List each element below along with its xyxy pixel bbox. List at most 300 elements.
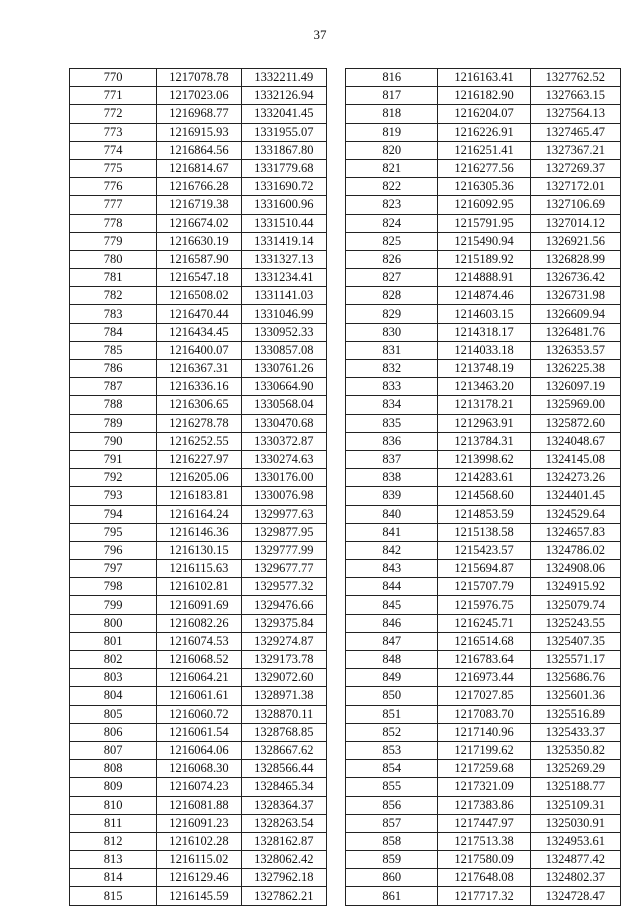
point-number-cell: 839 — [346, 487, 438, 505]
x-coordinate-cell: 1215423.57 — [438, 541, 530, 559]
point-number-cell: 770 — [70, 69, 157, 87]
x-coordinate-cell: 1216814.67 — [157, 159, 241, 177]
y-coordinate-cell: 1328162.87 — [241, 832, 326, 850]
x-coordinate-cell: 1217027.85 — [438, 687, 530, 705]
point-number-cell: 832 — [346, 360, 438, 378]
y-coordinate-cell: 1328870.11 — [241, 705, 326, 723]
y-coordinate-cell: 1329777.99 — [241, 541, 326, 559]
table-row — [70, 323, 327, 341]
y-coordinate-cell: 1324273.26 — [530, 469, 620, 487]
point-number-cell: 791 — [70, 450, 157, 468]
table-row — [346, 305, 621, 323]
x-coordinate-cell: 1216081.88 — [157, 796, 241, 814]
table-row — [346, 396, 621, 414]
x-coordinate-cell: 1216205.06 — [157, 469, 241, 487]
point-number-cell: 812 — [70, 832, 157, 850]
point-number-cell: 824 — [346, 214, 438, 232]
table-row — [70, 851, 327, 869]
x-coordinate-cell: 1216115.02 — [157, 851, 241, 869]
y-coordinate-cell: 1324048.67 — [530, 432, 620, 450]
x-coordinate-cell: 1215707.79 — [438, 578, 530, 596]
point-number-cell: 797 — [70, 560, 157, 578]
table-row — [70, 741, 327, 759]
point-number-cell: 843 — [346, 560, 438, 578]
y-coordinate-cell: 1325601.36 — [530, 687, 620, 705]
table-row — [346, 669, 621, 687]
x-coordinate-cell: 1216102.81 — [157, 578, 241, 596]
y-coordinate-cell: 1329072.60 — [241, 669, 326, 687]
y-coordinate-cell: 1326225.38 — [530, 360, 620, 378]
y-coordinate-cell: 1328667.62 — [241, 741, 326, 759]
table-row — [346, 469, 621, 487]
point-number-cell: 826 — [346, 250, 438, 268]
y-coordinate-cell: 1324401.45 — [530, 487, 620, 505]
point-number-cell: 804 — [70, 687, 157, 705]
point-number-cell: 822 — [346, 178, 438, 196]
y-coordinate-cell: 1330372.87 — [241, 432, 326, 450]
point-number-cell: 831 — [346, 341, 438, 359]
y-coordinate-cell: 1331419.14 — [241, 232, 326, 250]
table-row — [346, 287, 621, 305]
x-coordinate-cell: 1216064.21 — [157, 669, 241, 687]
table-row — [346, 159, 621, 177]
y-coordinate-cell: 1332211.49 — [241, 69, 326, 87]
point-number-cell: 816 — [346, 69, 438, 87]
point-number-cell: 782 — [70, 287, 157, 305]
y-coordinate-cell: 1326736.42 — [530, 269, 620, 287]
point-number-cell: 792 — [70, 469, 157, 487]
y-coordinate-cell: 1325243.55 — [530, 614, 620, 632]
table-row — [70, 414, 327, 432]
point-number-cell: 814 — [70, 869, 157, 887]
x-coordinate-cell: 1216783.64 — [438, 651, 530, 669]
table-row — [346, 178, 621, 196]
x-coordinate-cell: 1216277.56 — [438, 159, 530, 177]
point-number-cell: 787 — [70, 378, 157, 396]
x-coordinate-cell: 1214603.15 — [438, 305, 530, 323]
point-number-cell: 842 — [346, 541, 438, 559]
point-number-cell: 840 — [346, 505, 438, 523]
table-row — [70, 596, 327, 614]
y-coordinate-cell: 1325030.91 — [530, 814, 620, 832]
x-coordinate-cell: 1214888.91 — [438, 269, 530, 287]
point-number-cell: 821 — [346, 159, 438, 177]
table-row — [346, 687, 621, 705]
y-coordinate-cell: 1326609.94 — [530, 305, 620, 323]
x-coordinate-cell: 1217717.32 — [438, 887, 530, 905]
x-coordinate-cell: 1216061.61 — [157, 687, 241, 705]
table-row — [70, 832, 327, 850]
point-number-cell: 844 — [346, 578, 438, 596]
x-coordinate-cell: 1216336.16 — [157, 378, 241, 396]
x-coordinate-cell: 1216182.90 — [438, 87, 530, 105]
point-number-cell: 774 — [70, 141, 157, 159]
y-coordinate-cell: 1325872.60 — [530, 414, 620, 432]
point-number-cell: 811 — [70, 814, 157, 832]
x-coordinate-cell: 1216630.19 — [157, 232, 241, 250]
x-coordinate-cell: 1215694.87 — [438, 560, 530, 578]
y-coordinate-cell: 1330857.08 — [241, 341, 326, 359]
table-row — [70, 196, 327, 214]
y-coordinate-cell: 1329977.63 — [241, 505, 326, 523]
x-coordinate-cell: 1216091.69 — [157, 596, 241, 614]
y-coordinate-cell: 1327862.21 — [241, 887, 326, 905]
point-number-cell: 793 — [70, 487, 157, 505]
x-coordinate-cell: 1215490.94 — [438, 232, 530, 250]
y-coordinate-cell: 1332041.45 — [241, 105, 326, 123]
x-coordinate-cell: 1217383.86 — [438, 796, 530, 814]
y-coordinate-cell: 1324657.83 — [530, 523, 620, 541]
y-coordinate-cell: 1325571.17 — [530, 651, 620, 669]
point-number-cell: 835 — [346, 414, 438, 432]
y-coordinate-cell: 1329877.95 — [241, 523, 326, 541]
y-coordinate-cell: 1328768.85 — [241, 723, 326, 741]
y-coordinate-cell: 1328971.38 — [241, 687, 326, 705]
point-number-cell: 813 — [70, 851, 157, 869]
point-number-cell: 818 — [346, 105, 438, 123]
table-row — [346, 87, 621, 105]
x-coordinate-cell: 1217078.78 — [157, 69, 241, 87]
point-number-cell: 833 — [346, 378, 438, 396]
coordinates-table-left — [69, 68, 327, 906]
point-number-cell: 841 — [346, 523, 438, 541]
x-coordinate-cell: 1216278.78 — [157, 414, 241, 432]
point-number-cell: 829 — [346, 305, 438, 323]
y-coordinate-cell: 1328465.34 — [241, 778, 326, 796]
coordinates-table-right — [345, 68, 621, 906]
x-coordinate-cell: 1213998.62 — [438, 450, 530, 468]
point-number-cell: 836 — [346, 432, 438, 450]
point-number-cell: 800 — [70, 614, 157, 632]
table-row — [346, 360, 621, 378]
point-number-cell: 784 — [70, 323, 157, 341]
x-coordinate-cell: 1213784.31 — [438, 432, 530, 450]
y-coordinate-cell: 1325969.00 — [530, 396, 620, 414]
point-number-cell: 823 — [346, 196, 438, 214]
y-coordinate-cell: 1331046.99 — [241, 305, 326, 323]
y-coordinate-cell: 1324953.61 — [530, 832, 620, 850]
point-number-cell: 794 — [70, 505, 157, 523]
point-number-cell: 859 — [346, 851, 438, 869]
x-coordinate-cell: 1216973.44 — [438, 669, 530, 687]
table-row — [346, 578, 621, 596]
point-number-cell: 830 — [346, 323, 438, 341]
x-coordinate-cell: 1216968.77 — [157, 105, 241, 123]
y-coordinate-cell: 1329677.77 — [241, 560, 326, 578]
table-row — [346, 232, 621, 250]
x-coordinate-cell: 1215791.95 — [438, 214, 530, 232]
x-coordinate-cell: 1216514.68 — [438, 632, 530, 650]
table-row — [70, 887, 327, 905]
y-coordinate-cell: 1324915.92 — [530, 578, 620, 596]
y-coordinate-cell: 1324786.02 — [530, 541, 620, 559]
table-row — [70, 141, 327, 159]
table-row — [346, 632, 621, 650]
y-coordinate-cell: 1328566.44 — [241, 760, 326, 778]
y-coordinate-cell: 1324877.42 — [530, 851, 620, 869]
table-row — [70, 123, 327, 141]
y-coordinate-cell: 1325686.76 — [530, 669, 620, 687]
x-coordinate-cell: 1216915.93 — [157, 123, 241, 141]
y-coordinate-cell: 1327106.69 — [530, 196, 620, 214]
x-coordinate-cell: 1216068.52 — [157, 651, 241, 669]
x-coordinate-cell: 1217083.70 — [438, 705, 530, 723]
table-row — [346, 596, 621, 614]
point-number-cell: 820 — [346, 141, 438, 159]
table-row — [346, 760, 621, 778]
table-body — [70, 69, 327, 906]
table-row — [70, 651, 327, 669]
x-coordinate-cell: 1216129.46 — [157, 869, 241, 887]
x-coordinate-cell: 1216547.18 — [157, 269, 241, 287]
y-coordinate-cell: 1326921.56 — [530, 232, 620, 250]
table-row — [70, 250, 327, 268]
y-coordinate-cell: 1331690.72 — [241, 178, 326, 196]
x-coordinate-cell: 1215976.75 — [438, 596, 530, 614]
x-coordinate-cell: 1213748.19 — [438, 360, 530, 378]
x-coordinate-cell: 1217199.62 — [438, 741, 530, 759]
point-number-cell: 849 — [346, 669, 438, 687]
x-coordinate-cell: 1215189.92 — [438, 250, 530, 268]
x-coordinate-cell: 1216082.26 — [157, 614, 241, 632]
point-number-cell: 775 — [70, 159, 157, 177]
point-number-cell: 809 — [70, 778, 157, 796]
x-coordinate-cell: 1216060.72 — [157, 705, 241, 723]
table-row — [346, 269, 621, 287]
y-coordinate-cell: 1328062.42 — [241, 851, 326, 869]
table-row — [70, 523, 327, 541]
table-row — [70, 105, 327, 123]
table-row — [70, 869, 327, 887]
point-number-cell: 828 — [346, 287, 438, 305]
table-row — [70, 69, 327, 87]
table-row — [346, 505, 621, 523]
y-coordinate-cell: 1331510.44 — [241, 214, 326, 232]
x-coordinate-cell: 1216204.07 — [438, 105, 530, 123]
point-number-cell: 781 — [70, 269, 157, 287]
x-coordinate-cell: 1217513.38 — [438, 832, 530, 850]
table-row — [346, 741, 621, 759]
y-coordinate-cell: 1330176.00 — [241, 469, 326, 487]
y-coordinate-cell: 1328364.37 — [241, 796, 326, 814]
point-number-cell: 860 — [346, 869, 438, 887]
y-coordinate-cell: 1325269.29 — [530, 760, 620, 778]
x-coordinate-cell: 1216251.41 — [438, 141, 530, 159]
point-number-cell: 805 — [70, 705, 157, 723]
y-coordinate-cell: 1326828.99 — [530, 250, 620, 268]
table-row — [70, 396, 327, 414]
x-coordinate-cell: 1216367.31 — [157, 360, 241, 378]
table-row — [346, 105, 621, 123]
y-coordinate-cell: 1331955.07 — [241, 123, 326, 141]
x-coordinate-cell: 1216102.28 — [157, 832, 241, 850]
x-coordinate-cell: 1216074.23 — [157, 778, 241, 796]
x-coordinate-cell: 1214568.60 — [438, 487, 530, 505]
y-coordinate-cell: 1329173.78 — [241, 651, 326, 669]
table-row — [346, 705, 621, 723]
table-row — [346, 141, 621, 159]
table-row — [70, 341, 327, 359]
table-row — [70, 505, 327, 523]
y-coordinate-cell: 1327962.18 — [241, 869, 326, 887]
x-coordinate-cell: 1217023.06 — [157, 87, 241, 105]
x-coordinate-cell: 1216164.24 — [157, 505, 241, 523]
y-coordinate-cell: 1330076.98 — [241, 487, 326, 505]
y-coordinate-cell: 1331234.41 — [241, 269, 326, 287]
x-coordinate-cell: 1216183.81 — [157, 487, 241, 505]
point-number-cell: 788 — [70, 396, 157, 414]
table-row — [346, 341, 621, 359]
y-coordinate-cell: 1325188.77 — [530, 778, 620, 796]
x-coordinate-cell: 1216305.36 — [438, 178, 530, 196]
point-number-cell: 825 — [346, 232, 438, 250]
table-row — [346, 450, 621, 468]
x-coordinate-cell: 1216470.44 — [157, 305, 241, 323]
y-coordinate-cell: 1329476.66 — [241, 596, 326, 614]
point-number-cell: 838 — [346, 469, 438, 487]
point-number-cell: 795 — [70, 523, 157, 541]
table-row — [346, 196, 621, 214]
y-coordinate-cell: 1332126.94 — [241, 87, 326, 105]
table-body — [346, 69, 621, 906]
y-coordinate-cell: 1327014.12 — [530, 214, 620, 232]
point-number-cell: 851 — [346, 705, 438, 723]
x-coordinate-cell: 1216766.28 — [157, 178, 241, 196]
table-row — [70, 269, 327, 287]
x-coordinate-cell: 1213178.21 — [438, 396, 530, 414]
x-coordinate-cell: 1217447.97 — [438, 814, 530, 832]
point-number-cell: 845 — [346, 596, 438, 614]
point-number-cell: 790 — [70, 432, 157, 450]
table-row — [346, 560, 621, 578]
point-number-cell: 773 — [70, 123, 157, 141]
table-row — [346, 887, 621, 905]
table-row — [70, 232, 327, 250]
point-number-cell: 846 — [346, 614, 438, 632]
x-coordinate-cell: 1215138.58 — [438, 523, 530, 541]
table-row — [346, 869, 621, 887]
x-coordinate-cell: 1216130.15 — [157, 541, 241, 559]
point-number-cell: 801 — [70, 632, 157, 650]
y-coordinate-cell: 1325079.74 — [530, 596, 620, 614]
x-coordinate-cell: 1217321.09 — [438, 778, 530, 796]
table-row — [70, 669, 327, 687]
point-number-cell: 827 — [346, 269, 438, 287]
point-number-cell: 853 — [346, 741, 438, 759]
x-coordinate-cell: 1216091.23 — [157, 814, 241, 832]
x-coordinate-cell: 1217580.09 — [438, 851, 530, 869]
point-number-cell: 810 — [70, 796, 157, 814]
table-row — [346, 723, 621, 741]
x-coordinate-cell: 1216400.07 — [157, 341, 241, 359]
x-coordinate-cell: 1214318.17 — [438, 323, 530, 341]
table-row — [70, 541, 327, 559]
table-row — [346, 541, 621, 559]
table-row — [70, 814, 327, 832]
x-coordinate-cell: 1216163.41 — [438, 69, 530, 87]
x-coordinate-cell: 1214853.59 — [438, 505, 530, 523]
y-coordinate-cell: 1330274.63 — [241, 450, 326, 468]
x-coordinate-cell: 1217140.96 — [438, 723, 530, 741]
y-coordinate-cell: 1331327.13 — [241, 250, 326, 268]
table-row — [346, 832, 621, 850]
table-row — [346, 487, 621, 505]
x-coordinate-cell: 1217259.68 — [438, 760, 530, 778]
point-number-cell: 819 — [346, 123, 438, 141]
x-coordinate-cell: 1216068.30 — [157, 760, 241, 778]
table-row — [70, 214, 327, 232]
x-coordinate-cell: 1216719.38 — [157, 196, 241, 214]
y-coordinate-cell: 1325109.31 — [530, 796, 620, 814]
point-number-cell: 776 — [70, 178, 157, 196]
x-coordinate-cell: 1216306.65 — [157, 396, 241, 414]
y-coordinate-cell: 1326353.57 — [530, 341, 620, 359]
x-coordinate-cell: 1216092.95 — [438, 196, 530, 214]
table-row — [70, 723, 327, 741]
point-number-cell: 778 — [70, 214, 157, 232]
table-row — [70, 432, 327, 450]
table-row — [70, 287, 327, 305]
point-number-cell: 808 — [70, 760, 157, 778]
y-coordinate-cell: 1330568.04 — [241, 396, 326, 414]
table-row — [70, 760, 327, 778]
point-number-cell: 783 — [70, 305, 157, 323]
point-number-cell: 777 — [70, 196, 157, 214]
point-number-cell: 803 — [70, 669, 157, 687]
x-coordinate-cell: 1217648.08 — [438, 869, 530, 887]
y-coordinate-cell: 1325407.35 — [530, 632, 620, 650]
point-number-cell: 779 — [70, 232, 157, 250]
point-number-cell: 858 — [346, 832, 438, 850]
table-row — [70, 705, 327, 723]
y-coordinate-cell: 1329375.84 — [241, 614, 326, 632]
table-row — [70, 796, 327, 814]
table-row — [70, 614, 327, 632]
point-number-cell: 785 — [70, 341, 157, 359]
y-coordinate-cell: 1324529.64 — [530, 505, 620, 523]
x-coordinate-cell: 1216227.97 — [157, 450, 241, 468]
table-row — [346, 123, 621, 141]
x-coordinate-cell: 1216864.56 — [157, 141, 241, 159]
x-coordinate-cell: 1216146.36 — [157, 523, 241, 541]
x-coordinate-cell: 1216064.06 — [157, 741, 241, 759]
table-row — [70, 159, 327, 177]
table-row — [346, 378, 621, 396]
x-coordinate-cell: 1214874.46 — [438, 287, 530, 305]
x-coordinate-cell: 1216074.53 — [157, 632, 241, 650]
x-coordinate-cell: 1216434.45 — [157, 323, 241, 341]
y-coordinate-cell: 1330761.26 — [241, 360, 326, 378]
x-coordinate-cell: 1212963.91 — [438, 414, 530, 432]
table-row — [346, 778, 621, 796]
y-coordinate-cell: 1331867.80 — [241, 141, 326, 159]
table-row — [346, 250, 621, 268]
y-coordinate-cell: 1326097.19 — [530, 378, 620, 396]
table-row — [70, 632, 327, 650]
y-coordinate-cell: 1329577.32 — [241, 578, 326, 596]
point-number-cell: 802 — [70, 651, 157, 669]
table-row — [70, 778, 327, 796]
point-number-cell: 772 — [70, 105, 157, 123]
x-coordinate-cell: 1216115.63 — [157, 560, 241, 578]
table-row — [70, 578, 327, 596]
point-number-cell: 852 — [346, 723, 438, 741]
table-row — [70, 687, 327, 705]
point-number-cell: 854 — [346, 760, 438, 778]
table-row — [346, 523, 621, 541]
x-coordinate-cell: 1213463.20 — [438, 378, 530, 396]
point-number-cell: 850 — [346, 687, 438, 705]
